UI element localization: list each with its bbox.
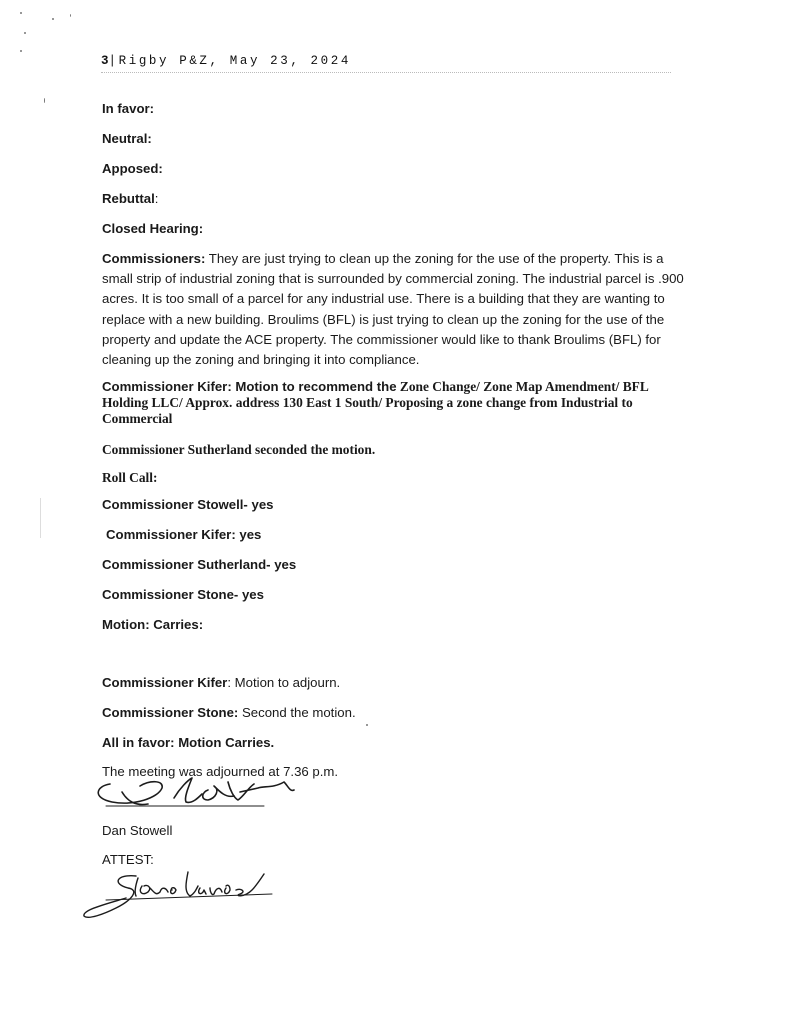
attest-label: ATTEST: [102,852,154,867]
all-in-favor: All in favor: Motion Carries. [102,735,275,750]
motion-lead: Commissioner Kifer: Motion to recommend the [102,379,397,394]
adjourn-second [102,705,356,720]
vote-sutherland: Commissioner Sutherland- yes [102,557,297,572]
rebuttal-label: Rebuttal [102,191,155,206]
adjourn-second-label: Commissioner Stone: [102,705,239,720]
page-header [101,54,351,68]
adjourn-second-text: Second the motion. [241,705,356,720]
chair-name: Dan Stowell [102,823,173,838]
scan-speck [20,50,22,52]
commissioners-paragraph [102,249,692,370]
motion-result: Motion: Carries: [102,617,204,632]
header-rule [101,72,671,73]
adjourn-motion-label: Commissioner Kifer [102,675,228,690]
chair-signature [88,768,318,816]
second-statement: Commissioner Sutherland seconded the motion. [102,442,376,457]
adjourn-motion [102,675,340,690]
header-title: Rigby P&Z, May 23, 2024 [118,54,351,68]
scan-speck [52,18,54,20]
scan-speck [70,14,71,17]
scan-speck [24,32,26,34]
attest-signature [76,864,276,924]
header-separator: | [108,54,119,68]
field-in-favor: In favor: [102,101,155,116]
vote-stowell: Commissioner Stowell- yes [102,497,274,512]
page-number: 3 [101,54,109,68]
motion-paragraph [102,379,672,427]
adjourn-motion-text: : Motion to adjourn. [227,675,341,690]
field-closed-hearing: Closed Hearing: [102,221,204,236]
field-rebuttal [102,191,158,206]
scan-mark [40,498,41,538]
motion-text: Zone Change/ Zone Map Amendment/ BFL Holding LLC/ Approx. address 130 East 1 South/ Proposing a zone change from Industrial to Commercial [102,379,649,426]
scan-speck [44,98,45,103]
closing-statement: The meeting was adjourned at 7.36 p.m. [102,764,339,779]
scan-speck [20,12,22,14]
vote-kifer: Commissioner Kifer: yes [106,527,262,542]
scan-speck [366,724,368,726]
commissioners-label: Commissioners: [102,251,206,266]
roll-call-label: Roll Call: [102,470,158,485]
rebuttal-colon: : [154,191,159,206]
vote-stone: Commissioner Stone- yes [102,587,264,602]
field-apposed: Apposed: [102,161,163,176]
commissioners-text: They are just trying to clean up the zoning for the use of the property. This is a small strip of industrial zoning that is surrounded by commercial zoning. The industrial parcel is .900 acres. It is too small of a parcel for any industrial use. There is a building that they are wanting to replace with a new building. Broulims (BFL) is just trying to clean up the zoning for the use of the property and update the ACE property. The commissioner would like to thank Broulims (BFL) for cleaning up the zoning and bringing it into compliance. [102,251,684,368]
field-neutral: Neutral: [102,131,152,146]
